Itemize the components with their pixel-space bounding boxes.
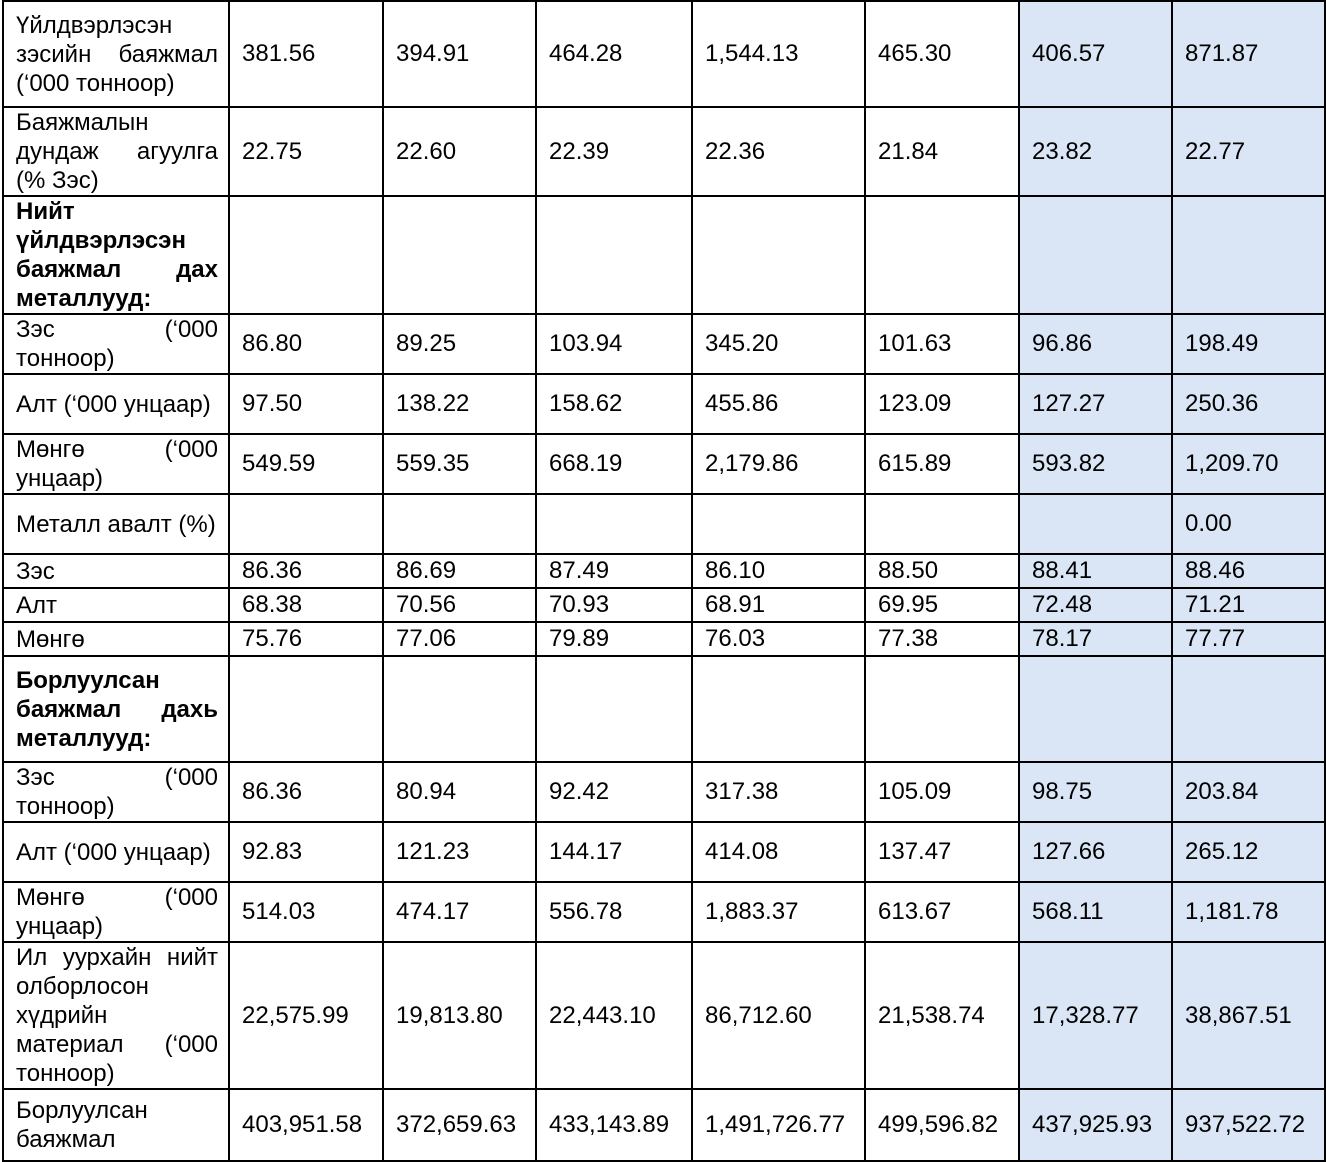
value-cell: 86.80 — [229, 314, 383, 374]
value-cell: 92.83 — [229, 822, 383, 882]
value-cell: 22.36 — [692, 107, 865, 196]
row-label-cell — [3, 622, 229, 656]
table-row — [3, 588, 1325, 622]
value-cell: 1,209.70 — [1172, 434, 1325, 494]
row-label: Зэс (‘000 тонноор) — [16, 316, 218, 372]
value-cell: 98.75 — [1019, 762, 1172, 822]
value-cell — [865, 494, 1019, 554]
row-label-cell — [3, 1, 229, 107]
value-cell: 474.17 — [383, 882, 536, 942]
value-cell: 0.00 — [1172, 494, 1325, 554]
value-cell — [1019, 494, 1172, 554]
row-label-cell — [3, 588, 229, 622]
value-cell: 433,143.89 — [536, 1089, 692, 1161]
row-label: Зэс (‘000 тонноор) — [16, 764, 218, 820]
row-label: Мөнгө — [16, 625, 85, 653]
value-cell: 79.89 — [536, 622, 692, 656]
value-cell — [692, 656, 865, 762]
value-cell: 121.23 — [383, 822, 536, 882]
value-cell: 455.86 — [692, 374, 865, 434]
row-label: Алт (‘000 унцаар) — [16, 838, 211, 866]
value-cell: 250.36 — [1172, 374, 1325, 434]
value-cell: 86,712.60 — [692, 942, 865, 1089]
value-cell — [865, 656, 1019, 762]
value-cell — [692, 494, 865, 554]
value-cell: 101.63 — [865, 314, 1019, 374]
value-cell: 514.03 — [229, 882, 383, 942]
row-label: Мөнгө (‘000 унцаар) — [16, 884, 218, 940]
value-cell: 158.62 — [536, 374, 692, 434]
row-label: Алт — [16, 591, 58, 619]
value-cell: 144.17 — [536, 822, 692, 882]
value-cell: 615.89 — [865, 434, 1019, 494]
value-cell — [1019, 656, 1172, 762]
value-cell: 22.75 — [229, 107, 383, 196]
value-cell: 86.69 — [383, 554, 536, 588]
value-cell: 123.09 — [865, 374, 1019, 434]
value-cell — [229, 494, 383, 554]
value-cell: 22.77 — [1172, 107, 1325, 196]
row-label: Мөнгө (‘000 унцаар) — [16, 436, 218, 492]
table-row — [3, 196, 1325, 314]
value-cell: 103.94 — [536, 314, 692, 374]
table-row — [3, 434, 1325, 494]
value-cell: 68.91 — [692, 588, 865, 622]
value-cell: 593.82 — [1019, 434, 1172, 494]
value-cell: 87.49 — [536, 554, 692, 588]
table-row — [3, 882, 1325, 942]
value-cell: 86.36 — [229, 554, 383, 588]
value-cell: 78.17 — [1019, 622, 1172, 656]
value-cell: 406.57 — [1019, 1, 1172, 107]
value-cell: 22.60 — [383, 107, 536, 196]
value-cell: 70.93 — [536, 588, 692, 622]
value-cell: 556.78 — [536, 882, 692, 942]
value-cell: 499,596.82 — [865, 1089, 1019, 1161]
value-cell: 19,813.80 — [383, 942, 536, 1089]
value-cell: 88.46 — [1172, 554, 1325, 588]
value-cell: 127.27 — [1019, 374, 1172, 434]
value-cell: 86.10 — [692, 554, 865, 588]
value-cell: 2,179.86 — [692, 434, 865, 494]
value-cell: 75.76 — [229, 622, 383, 656]
table-row — [3, 1, 1325, 107]
value-cell: 72.48 — [1019, 588, 1172, 622]
value-cell: 437,925.93 — [1019, 1089, 1172, 1161]
value-cell — [1172, 656, 1325, 762]
value-cell: 68.38 — [229, 588, 383, 622]
value-cell: 198.49 — [1172, 314, 1325, 374]
value-cell: 1,491,726.77 — [692, 1089, 865, 1161]
value-cell: 613.67 — [865, 882, 1019, 942]
value-cell: 22,575.99 — [229, 942, 383, 1089]
value-cell: 549.59 — [229, 434, 383, 494]
value-cell: 77.38 — [865, 622, 1019, 656]
value-cell: 1,181.78 — [1172, 882, 1325, 942]
value-cell — [229, 656, 383, 762]
value-cell: 403,951.58 — [229, 1089, 383, 1161]
row-label-cell — [3, 942, 229, 1089]
value-cell: 464.28 — [536, 1, 692, 107]
value-cell: 77.06 — [383, 622, 536, 656]
value-cell: 88.50 — [865, 554, 1019, 588]
value-cell: 559.35 — [383, 434, 536, 494]
value-cell: 668.19 — [536, 434, 692, 494]
value-cell — [383, 494, 536, 554]
value-cell: 317.38 — [692, 762, 865, 822]
row-label-cell — [3, 1089, 229, 1161]
row-label-cell — [3, 494, 229, 554]
value-cell: 69.95 — [865, 588, 1019, 622]
value-cell: 568.11 — [1019, 882, 1172, 942]
row-label: Алт (‘000 унцаар) — [16, 390, 211, 418]
value-cell — [229, 196, 383, 314]
value-cell: 22.39 — [536, 107, 692, 196]
row-label-cell — [3, 434, 229, 494]
value-cell: 372,659.63 — [383, 1089, 536, 1161]
value-cell: 86.36 — [229, 762, 383, 822]
row-label: Ил уурхайн нийт олборлосон хүдрийн материал (‘000 тонноор) — [16, 944, 218, 1087]
value-cell: 345.20 — [692, 314, 865, 374]
value-cell: 138.22 — [383, 374, 536, 434]
row-label-cell — [3, 882, 229, 942]
value-cell: 38,867.51 — [1172, 942, 1325, 1089]
value-cell: 21,538.74 — [865, 942, 1019, 1089]
value-cell: 105.09 — [865, 762, 1019, 822]
value-cell: 394.91 — [383, 1, 536, 107]
section-heading: Нийт үйлдвэрлэсэн баяжмал дах металлууд: — [16, 198, 218, 312]
value-cell: 80.94 — [383, 762, 536, 822]
table-row — [3, 107, 1325, 196]
value-cell: 127.66 — [1019, 822, 1172, 882]
section-heading: Борлуулсан баяжмал дахь металлууд: — [16, 666, 218, 752]
value-cell: 465.30 — [865, 1, 1019, 107]
value-cell: 70.56 — [383, 588, 536, 622]
value-cell: 871.87 — [1172, 1, 1325, 107]
value-cell: 22,443.10 — [536, 942, 692, 1089]
value-cell: 92.42 — [536, 762, 692, 822]
value-cell: 71.21 — [1172, 588, 1325, 622]
value-cell: 23.82 — [1019, 107, 1172, 196]
value-cell: 89.25 — [383, 314, 536, 374]
table-row — [3, 656, 1325, 762]
table-row — [3, 494, 1325, 554]
value-cell — [536, 656, 692, 762]
value-cell — [536, 196, 692, 314]
table-body — [3, 1, 1325, 1161]
row-label-cell — [3, 314, 229, 374]
value-cell — [865, 196, 1019, 314]
value-cell: 97.50 — [229, 374, 383, 434]
section-heading-cell — [3, 196, 229, 314]
table-row — [3, 762, 1325, 822]
value-cell: 88.41 — [1019, 554, 1172, 588]
row-label-cell — [3, 762, 229, 822]
value-cell — [1019, 196, 1172, 314]
value-cell: 265.12 — [1172, 822, 1325, 882]
value-cell: 1,544.13 — [692, 1, 865, 107]
table-row — [3, 374, 1325, 434]
value-cell: 96.86 — [1019, 314, 1172, 374]
row-label: Зэс — [16, 557, 55, 585]
value-cell: 1,883.37 — [692, 882, 865, 942]
value-cell — [383, 196, 536, 314]
row-label: Баяжмалын дундаж агуулга (% Зэс) — [16, 109, 218, 194]
table-row — [3, 1089, 1325, 1161]
value-cell: 76.03 — [692, 622, 865, 656]
production-table — [2, 0, 1326, 1162]
value-cell: 381.56 — [229, 1, 383, 107]
value-cell: 414.08 — [692, 822, 865, 882]
row-label-cell — [3, 374, 229, 434]
row-label: Борлуулсан баяжмал — [16, 1097, 148, 1153]
row-label: Металл авалт (%) — [16, 510, 216, 538]
value-cell — [1172, 196, 1325, 314]
value-cell — [383, 656, 536, 762]
value-cell — [692, 196, 865, 314]
table-row — [3, 554, 1325, 588]
row-label-cell — [3, 822, 229, 882]
value-cell: 937,522.72 — [1172, 1089, 1325, 1161]
value-cell — [536, 494, 692, 554]
table-row — [3, 314, 1325, 374]
table-row — [3, 622, 1325, 656]
value-cell: 203.84 — [1172, 762, 1325, 822]
row-label-cell — [3, 107, 229, 196]
value-cell: 137.47 — [865, 822, 1019, 882]
row-label: Үйлдвэрлэсэн зэсийн баяжмал (‘000 тонноор) — [16, 11, 218, 97]
value-cell: 17,328.77 — [1019, 942, 1172, 1089]
table-row — [3, 942, 1325, 1089]
value-cell: 21.84 — [865, 107, 1019, 196]
section-heading-cell — [3, 656, 229, 762]
value-cell: 77.77 — [1172, 622, 1325, 656]
row-label-cell — [3, 554, 229, 588]
table-row — [3, 822, 1325, 882]
